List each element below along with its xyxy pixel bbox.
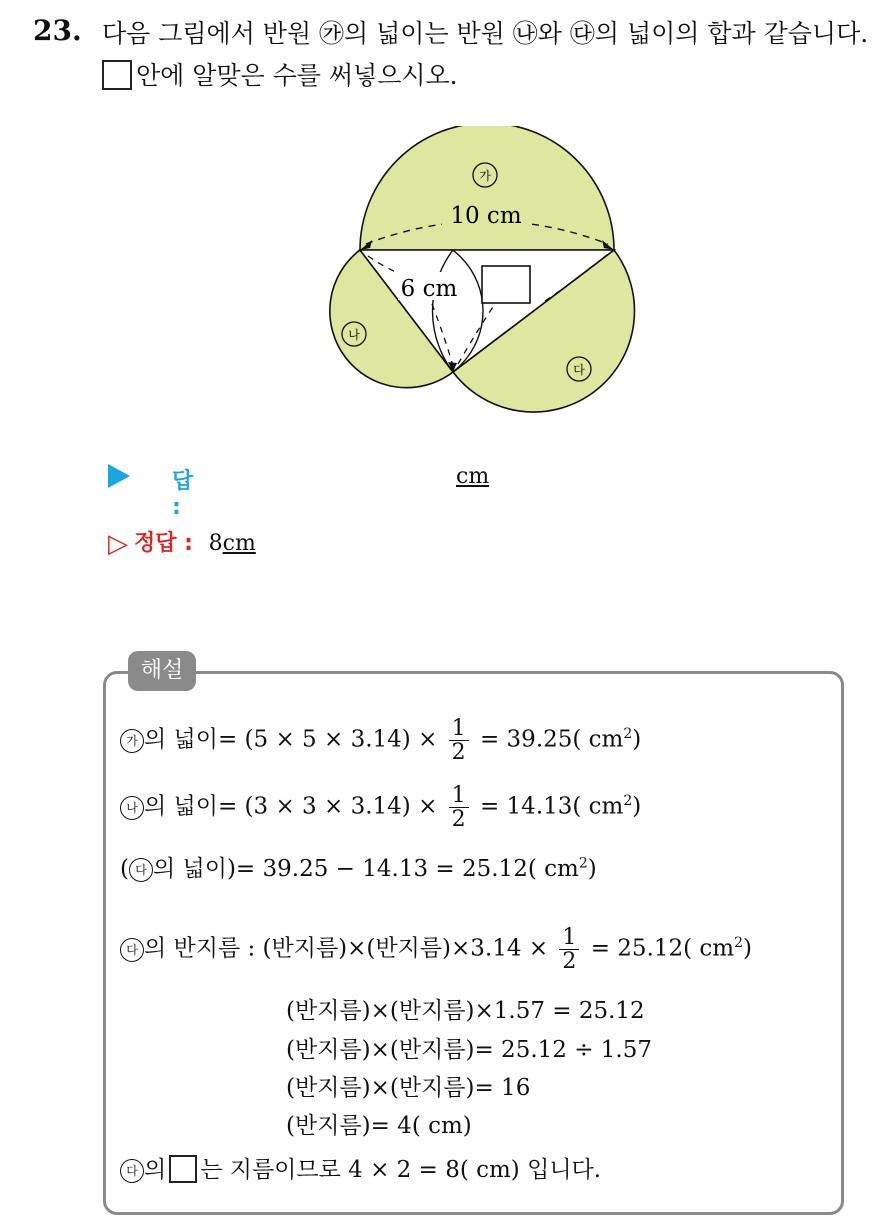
solution-line-1: 가 의 넓이= (5 × 5 × 3.14) × $\frac{1}{2}$ = 39.25( $cm^2$) [120, 717, 641, 764]
label-na: 나 [348, 328, 360, 342]
answer-row [108, 464, 490, 520]
solution-line-8: (반지름)= 4( cm) [286, 1113, 472, 1139]
correct-label: 정답 : [134, 531, 193, 556]
mark-na: 나 [120, 796, 144, 820]
question-line1: 다음 그림에서 반원 ㉮의 넓이는 반원 ㉯와 ㉰의 넓이의 합과 같습니다. [102, 19, 869, 48]
correct-unit: cm [222, 531, 256, 556]
correct-value-wrap [209, 531, 256, 556]
solution-line-4: 다 의 반지름 : (반지름)×(반지름)×3.14 × $\frac{1}{2}$ = 25.12( $cm^2$) [120, 926, 752, 973]
question-number: 23. [33, 14, 82, 47]
answer-label: 답 : [172, 469, 194, 520]
solution-line-3: ( 다 의 넓이)= 39.25 − 14.13 = 25.12( $cm^2$) [120, 855, 597, 882]
figure-blank-box [482, 266, 530, 303]
dim-6cm: 6 cm [400, 276, 458, 302]
solution-line-5: (반지름)×(반지름)×1.57 = 25.12 [286, 998, 645, 1024]
solution-line-9: 다 의 는 지름이므로 4 × 2 = 8( cm) 입니다. [120, 1151, 601, 1184]
fraction: $\frac{1}{2}$ [449, 717, 469, 764]
answer-blank-box [102, 60, 132, 90]
play-outline-icon: ▷ [108, 529, 128, 559]
solution-line-6: (반지름)×(반지름)= 25.12 ÷ 1.57 [286, 1037, 653, 1063]
fraction: $\frac{1}{2}$ [449, 784, 469, 831]
correct-value: 8 [208, 531, 223, 556]
solution-line-2: 나 의 넓이= (3 × 3 × 3.14) × $\frac{1}{2}$ = 14.13( $cm^2$) [120, 784, 641, 831]
mark-da: 다 [120, 938, 144, 962]
fraction: $\frac{1}{2}$ [559, 926, 579, 973]
correct-answer-row [108, 526, 256, 559]
blank-box-small [169, 1155, 197, 1183]
question-line2-wrap [102, 56, 458, 92]
question-line2: 안에 알맞은 수를 써넣으시오. [136, 61, 458, 90]
semicircle-ga [360, 126, 614, 250]
mark-ga: 가 [120, 729, 144, 753]
semicircle-figure [320, 126, 642, 416]
label-ga: 가 [479, 169, 491, 183]
play-icon [108, 464, 130, 488]
mark-da: 다 [129, 858, 153, 882]
solution-tab: 해설 [128, 651, 196, 691]
dim-10cm: 10 cm [450, 203, 522, 229]
answer-unit: cm [456, 464, 490, 489]
label-da: 다 [573, 363, 585, 377]
solution-line-7: (반지름)×(반지름)= 16 [286, 1075, 531, 1101]
mark-da: 다 [120, 1159, 144, 1183]
